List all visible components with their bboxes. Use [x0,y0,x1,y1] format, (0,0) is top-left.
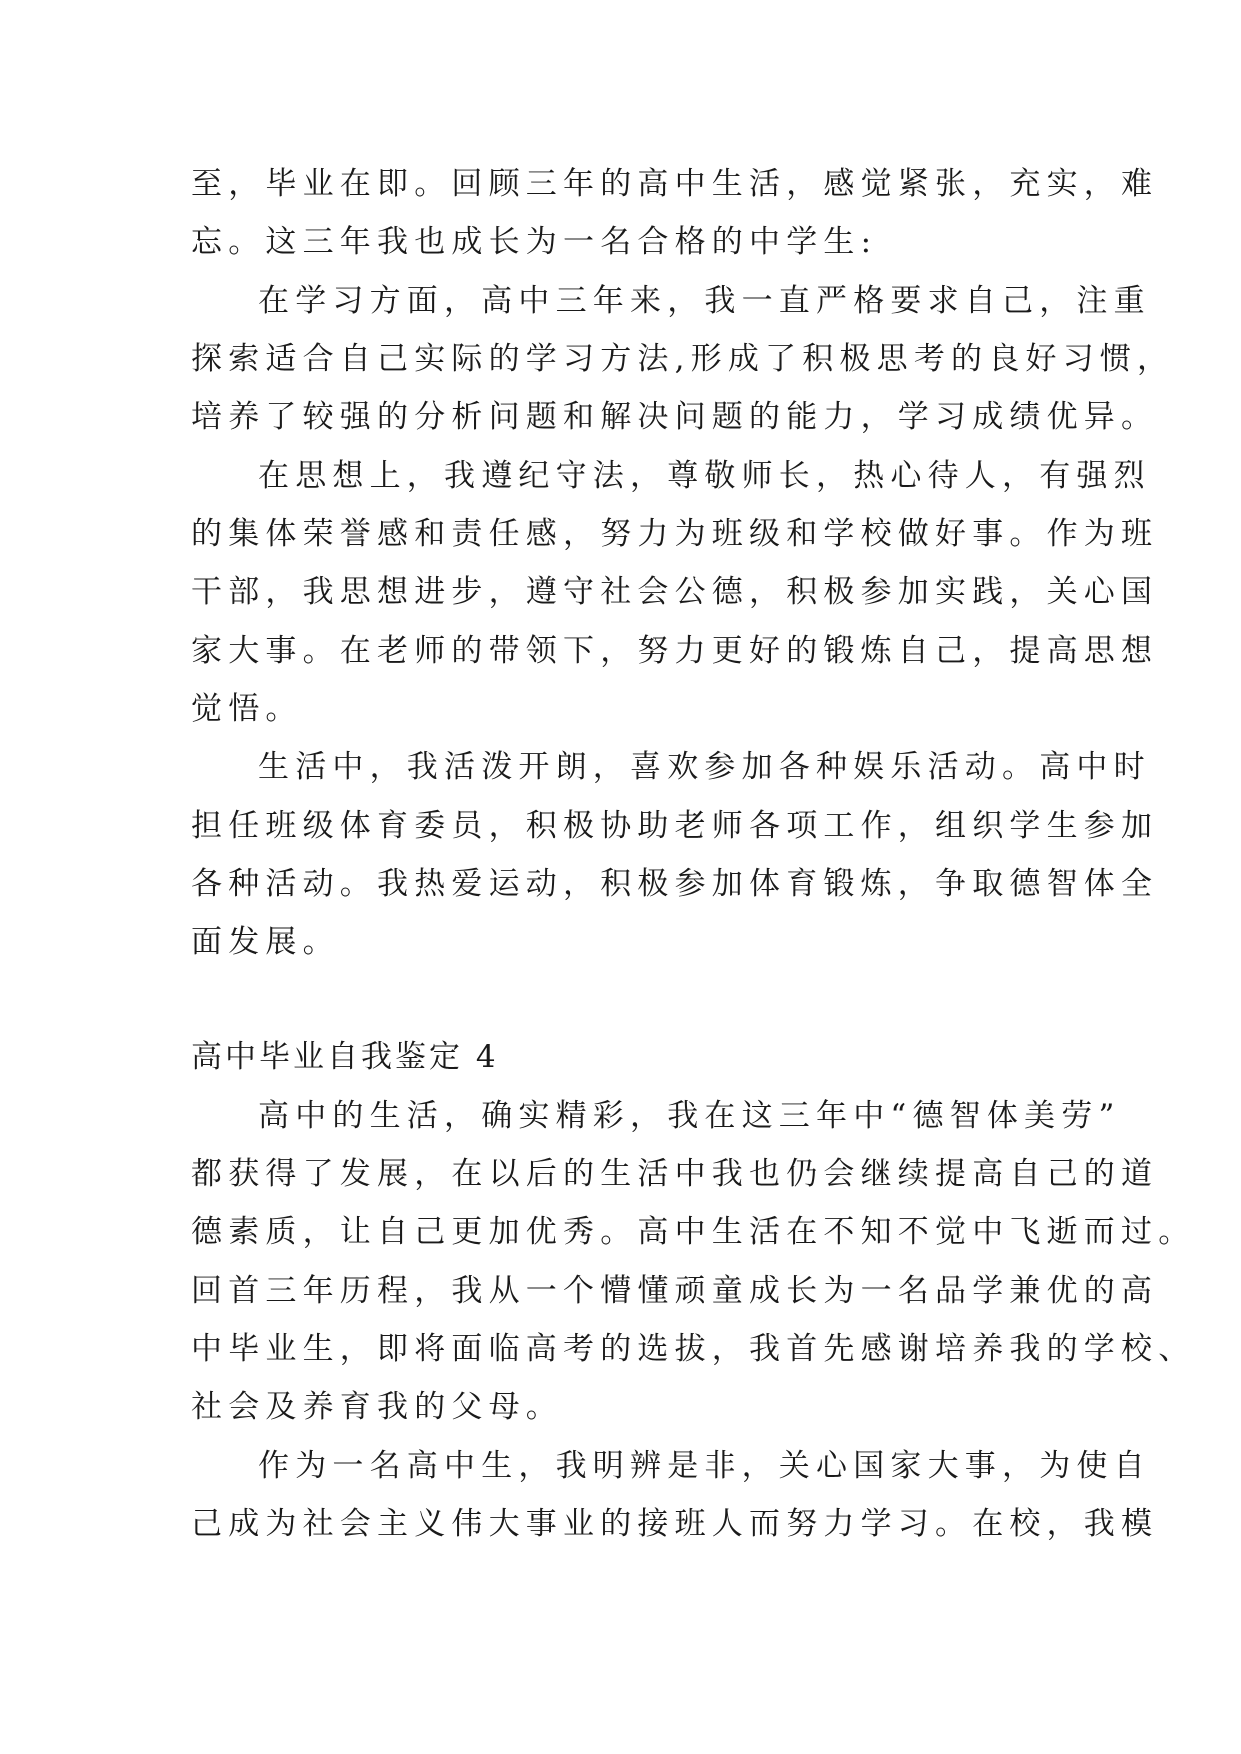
text-line: 面发展。 [191,924,340,960]
section-heading: 高中毕业自我鉴定 4 [191,1039,499,1075]
text-line: 觉悟。 [191,691,303,727]
text-line: 回首三年历程，我从一个懵懂顽童成长为一名品学兼优的高 [191,1273,1159,1309]
paragraph-first-line: 在学习方面，高中三年来，我一直严格要求自己，注重 [258,283,1151,319]
text-line: 各种活动。我热爱运动，积极参加体育锻炼，争取德智体全 [191,866,1159,902]
text-line: 培养了较强的分析问题和解决问题的能力，学习成绩优异。 [191,399,1159,435]
text-line: 社会及养育我的父母。 [191,1389,563,1425]
text-line: 探索适合自己实际的学习方法,形成了积极思考的良好习惯， [191,341,1175,377]
text-line: 担任班级体育委员，积极协助老师各项工作，组织学生参加 [191,808,1159,844]
paragraph-first-line: 在思想上，我遵纪守法，尊敬师长，热心待人，有强烈 [258,458,1151,494]
text-line: 忘。这三年我也成长为一名合格的中学生: [191,224,878,260]
text-line: 的集体荣誉感和责任感，努力为班级和学校做好事。作为班 [191,516,1159,552]
paragraph-first-line: 生活中，我活泼开朗，喜欢参加各种娱乐活动。高中时 [258,749,1151,785]
text-line: 己成为社会主义伟大事业的接班人而努力学习。在校，我模 [191,1506,1159,1542]
text-line: 都获得了发展，在以后的生活中我也仍会继续提高自己的道 [191,1156,1159,1192]
text-line: 干部，我思想进步，遵守社会公德，积极参加实践，关心国 [191,574,1159,610]
text-line: 中毕业生，即将面临高考的选拔，我首先感谢培养我的学校、 [191,1331,1196,1367]
paragraph-first-line: 作为一名高中生，我明辨是非，关心国家大事，为使自 [258,1448,1151,1484]
paragraph-first-line: 高中的生活，确实精彩，我在这三年中“德智体美劳” [258,1098,1121,1134]
text-line: 至，毕业在即。回顾三年的高中生活，感觉紧张，充实，难 [191,166,1159,202]
text-line: 家大事。在老师的带领下，努力更好的锻炼自己，提高思想 [191,633,1159,669]
text-line: 德素质，让自己更加优秀。高中生活在不知不觉中飞逝而过。 [191,1214,1196,1250]
